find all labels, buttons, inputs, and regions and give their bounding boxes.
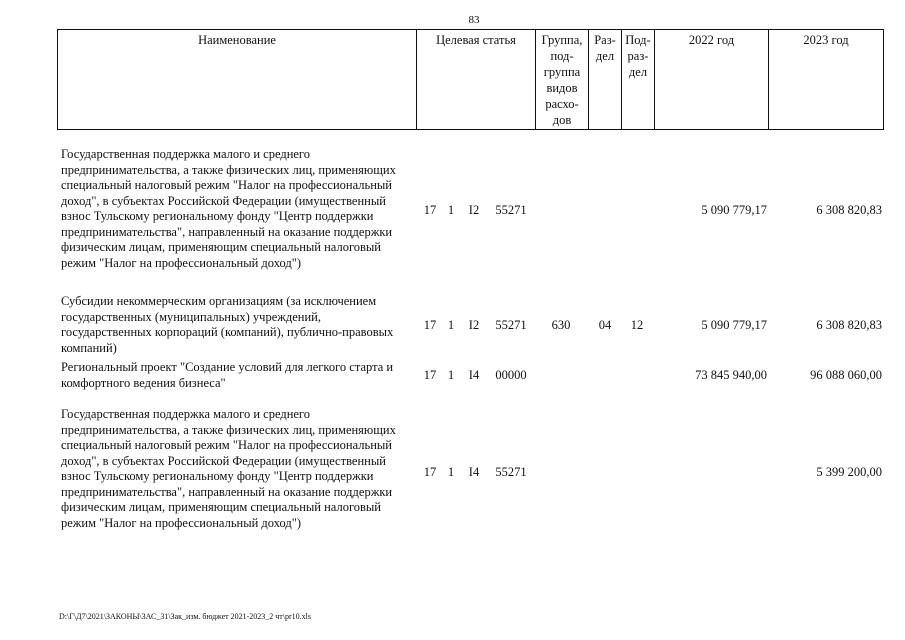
- code-3: I4: [468, 465, 480, 479]
- code-2: 1: [447, 368, 455, 382]
- amount-2023: 6 308 820,83: [816, 318, 882, 332]
- header-2023: 2023 год: [803, 33, 849, 47]
- header-target: Целевая статья: [417, 30, 536, 129]
- page-number: 83: [468, 14, 480, 26]
- amount-2022: 5 090 779,17: [701, 318, 767, 332]
- code-2: 1: [447, 465, 455, 479]
- header-subsection: Под- раз- дел: [622, 30, 655, 129]
- code-2: 1: [447, 203, 455, 217]
- table-header: [57, 29, 884, 130]
- amount-2022: 73 845 940,00: [695, 368, 767, 382]
- code-1: 17: [423, 368, 437, 382]
- header-section: Раз- дел: [589, 30, 622, 129]
- amount-2022: 5 090 779,17: [701, 203, 767, 217]
- code-1: 17: [423, 318, 437, 332]
- code-2: 1: [447, 318, 455, 332]
- header-name: Наименование: [58, 30, 417, 129]
- amount-2023: 96 088 060,00: [810, 368, 882, 382]
- amount-2023: 5 399 200,00: [816, 465, 882, 479]
- code-4: 55271: [495, 465, 527, 479]
- code-4: 00000: [495, 368, 527, 382]
- code-4: 55271: [495, 318, 527, 332]
- amount-2023: 6 308 820,83: [816, 203, 882, 217]
- subsection-code: 12: [630, 318, 644, 332]
- group-code: 630: [551, 318, 571, 332]
- row-name: Региональный проект "Создание условий для легкого старта и комфортного ведения бизнеса": [61, 360, 394, 390]
- code-1: 17: [423, 203, 437, 217]
- code-1: 17: [423, 465, 437, 479]
- code-3: I4: [468, 368, 480, 382]
- code-3: I2: [468, 203, 480, 217]
- code-4: 55271: [495, 203, 527, 217]
- header-group: Группа, под- группа видов расхо- дов: [536, 30, 589, 129]
- row-name: Субсидии некоммерческим организациям (за исключением государственных (муниципальных) учреждений, государственных корпораций (компаний), публично-правовых компаний): [61, 294, 394, 355]
- section-code: 04: [598, 318, 612, 332]
- file-path: D:\Г\Д7\2021\ЗАКОНЫ\ЗАС_31\Зак_изм. бюджет 2021-2023_2 чт\pr10.xls: [59, 612, 312, 621]
- row-name: Государственная поддержка малого и среднего предпринимательства, а также физических лиц, применяющих специальный налоговый режим "Налог на профессиональный доход", в субъектах Российской Федерации (имущественный взнос Тульскому региональному фонду "Центр поддержки предпринимательства", направленный на оказание поддержки физическим лицам, применяющим специальный налоговый режим "Налог на профессиональный доход"): [61, 407, 396, 530]
- header-2022: 2022 год: [655, 30, 769, 129]
- row-name: Государственная поддержка малого и среднего предпринимательства, а также физических лиц, применяющих специальный налоговый режим "Налог на профессиональный доход", в субъектах Российской Федерации (имущественный взнос Тульскому региональному фонду "Центр поддержки предпринимательства", направленный на оказание поддержки физическим лицам, применяющим специальный налоговый режим "Налог на профессиональный доход"): [61, 147, 396, 270]
- code-3: I2: [468, 318, 480, 332]
